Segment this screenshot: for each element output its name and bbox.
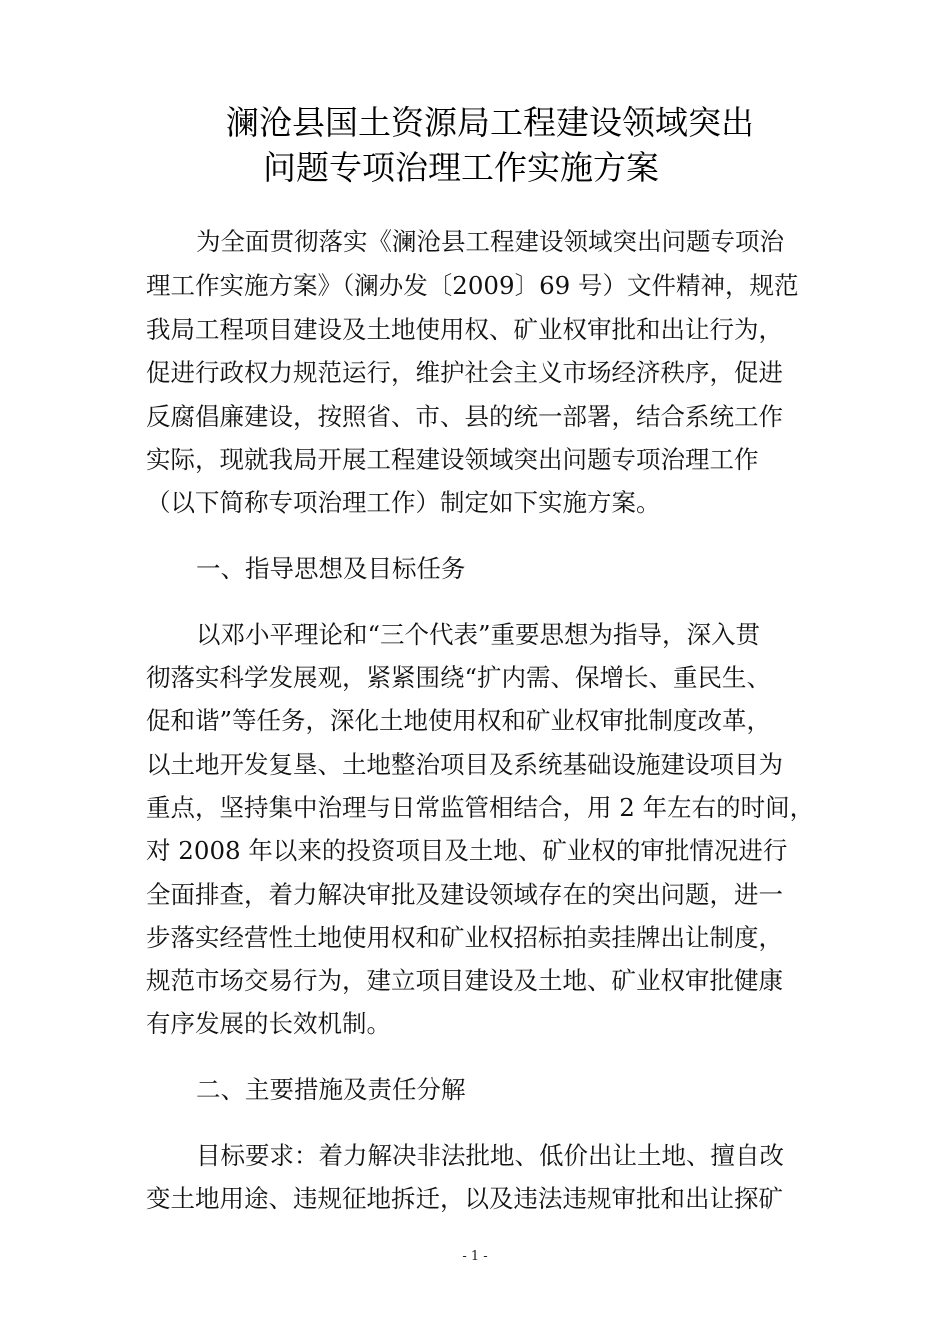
section-2-line-2: 变土地用途、违规征地拆迁，以及违法违规审批和出让探矿 <box>146 1184 783 1213</box>
intro-line-2: 理工作实施方案》（澜办发〔2009〕69 号）文件精神，规范 <box>146 271 799 300</box>
section-1-line-8: 步落实经营性土地使用权和矿业权招标拍卖挂牌出让制度， <box>146 923 783 952</box>
intro-line-5: 反腐倡廉建设，按照省、市、县的统一部署，结合系统工作 <box>146 402 783 431</box>
intro-line-7: （以下简称专项治理工作）制定如下实施方案。 <box>146 488 661 517</box>
intro-line-6: 实际，现就我局开展工程建设领域突出问题专项治理工作 <box>146 445 759 474</box>
intro-line-1: 为全面贯彻落实《澜沧县工程建设领域突出问题专项治 <box>196 227 784 256</box>
document-title-line-1: 澜沧县国土资源局工程建设领域突出 <box>226 103 754 142</box>
section-1-line-3: 促和谐”等任务，深化土地使用权和矿业权审批制度改革， <box>146 706 772 735</box>
section-1-line-4: 以土地开发复垦、土地整治项目及系统基础设施建设项目为 <box>146 750 783 779</box>
section-2-line-1: 目标要求：着力解决非法批地、低价出让土地、擅自改 <box>196 1141 784 1170</box>
section-2-heading: 二、主要措施及责任分解 <box>196 1075 466 1104</box>
section-1-heading: 一、指导思想及目标任务 <box>196 554 466 583</box>
section-1-line-7: 全面排查，着力解决审批及建设领域存在的突出问题，进一 <box>146 880 783 909</box>
section-1-line-1: 以邓小平理论和“三个代表”重要思想为指导，深入贯 <box>196 620 761 649</box>
section-1-line-9: 规范市场交易行为，建立项目建设及土地、矿业权审批健康 <box>146 966 783 995</box>
section-1-line-10: 有序发展的长效机制。 <box>146 1009 391 1038</box>
page-number: - 1 - <box>462 1249 488 1264</box>
section-1-line-6: 对 2008 年以来的投资项目及土地、矿业权的审批情况进行 <box>146 836 788 865</box>
intro-line-4: 促进行政权力规范运行，维护社会主义市场经济秩序，促进 <box>146 358 783 387</box>
intro-line-3: 我局工程项目建设及土地使用权、矿业权审批和出让行为， <box>146 315 783 344</box>
section-1-line-2: 彻落实科学发展观，紧紧围绕“扩内需、保增长、重民生、 <box>146 663 772 692</box>
document-title-line-2: 问题专项治理工作实施方案 <box>263 148 659 187</box>
section-1-line-5: 重点，坚持集中治理与日常监管相结合，用 2 年左右的时间， <box>146 793 815 822</box>
